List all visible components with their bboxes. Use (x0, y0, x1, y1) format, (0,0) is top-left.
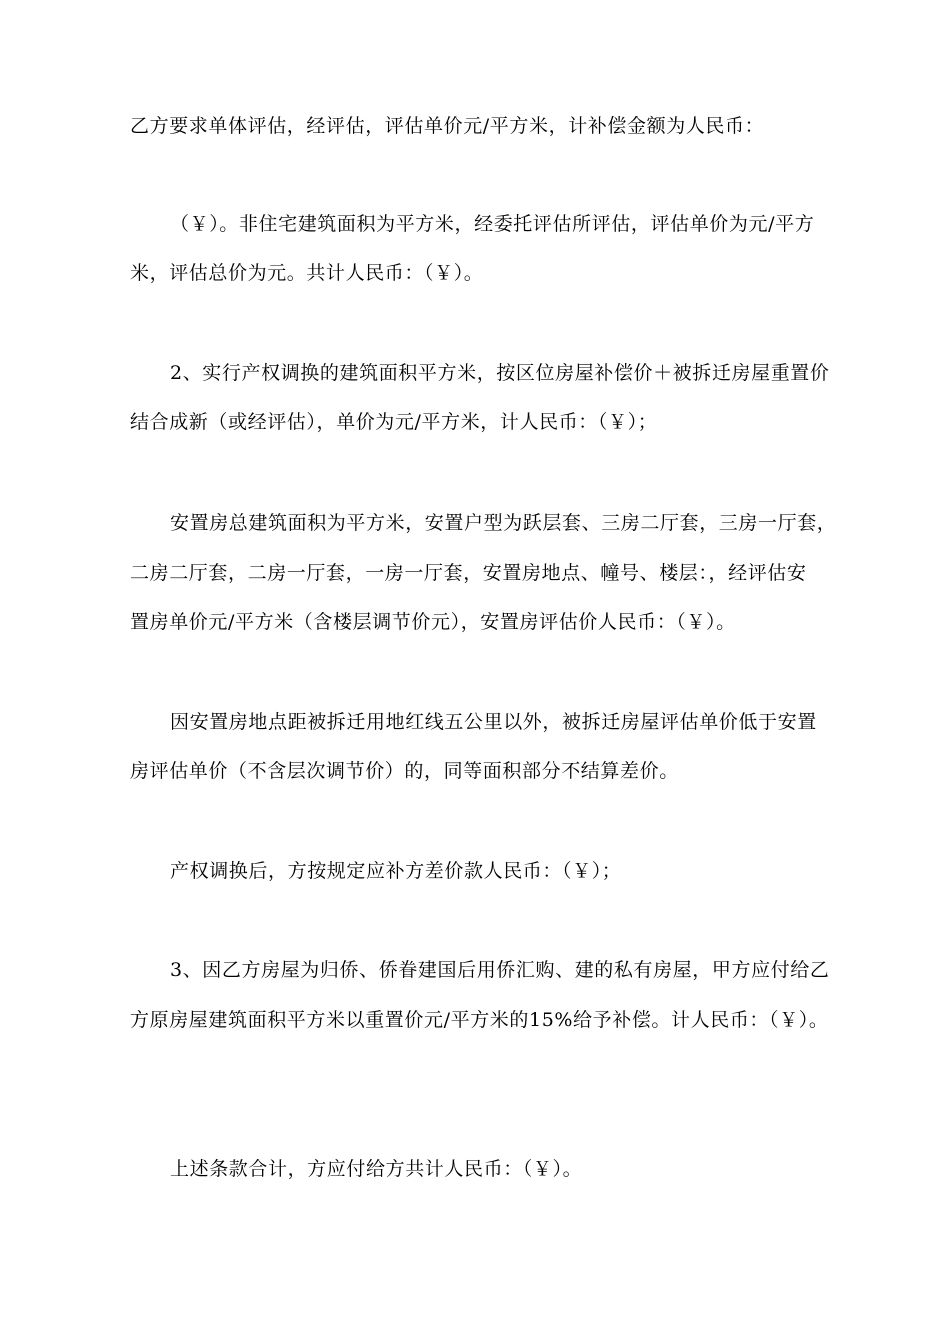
paragraph-2-line-1: （￥）。非住宅建筑面积为平方米，经委托评估所评估，评估单价为元/平方 (170, 213, 815, 235)
paragraph-3-line-1: 2、实行产权调换的建筑面积平方米，按区位房屋补偿价＋被拆迁房屋重置价 (170, 362, 830, 384)
paragraph-4-line-3: 置房单价元/平方米（含楼层调节价元），安置房评估价人民币：（￥）。 (130, 611, 736, 633)
paragraph-6-line-1: 产权调换后，方按规定应补方差价款人民币：（￥）； (170, 860, 622, 882)
paragraph-7-line-2: 方原房屋建筑面积平方米以重置价元/平方米的15%给予补偿。计人民币：（￥）。 (130, 1009, 829, 1031)
paragraph-5-line-1: 因安置房地点距被拆迁用地红线五公里以外，被拆迁房屋评估单价低于安置 (170, 711, 817, 733)
paragraph-8-line-1: 上述条款合计，方应付给方共计人民币：（￥）。 (170, 1158, 583, 1180)
paragraph-7-line-1: 3、因乙方房屋为归侨、侨眷建国后用侨汇购、建的私有房屋，甲方应付给乙 (170, 959, 830, 981)
paragraph-3-line-2: 结合成新（或经评估），单价为元/平方米，计人民币：（￥）； (130, 411, 658, 433)
paragraph-2-line-2: 米，评估总价为元。共计人民币：（￥）。 (130, 262, 484, 284)
paragraph-4-line-2: 二房二厅套，二房一厅套，一房一厅套，安置房地点、幢号、楼层：，经评估安 (130, 562, 807, 584)
paragraph-4-line-1: 安置房总建筑面积为平方米，安置户型为跃层套、三房二厅套，三房一厅套， (170, 512, 837, 534)
paragraph-5-line-2: 房评估单价（不含层次调节价）的，同等面积部分不结算差价。 (130, 760, 679, 782)
paragraph-1-line-1: 乙方要求单体评估，经评估，评估单价元/平方米，计补偿金额为人民币： (130, 115, 765, 137)
